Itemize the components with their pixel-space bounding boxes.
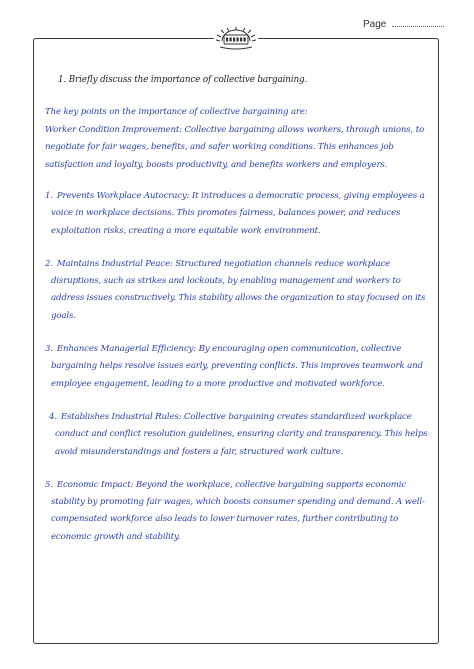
page-label-text: Page: [363, 19, 387, 30]
question-text: Briefly discuss the importance of collective bargaining.: [68, 75, 308, 85]
page-number-label: [363, 19, 444, 30]
key-point-item: [45, 188, 430, 240]
key-point-number: 3.: [45, 344, 53, 355]
page-number-blank: [392, 26, 444, 27]
brand-emblem-icon: [214, 27, 258, 51]
key-point-number: 5.: [45, 479, 53, 490]
key-points-list: [45, 188, 430, 546]
key-point-item: [45, 341, 430, 393]
key-point-number: 2.: [45, 258, 53, 269]
key-point-text: Enhances Managerial Efficiency: By encouraging open communication, collective bargaining helps resolve issues early, preventing conflicts. This improves teamwork and employee engagement, leading to a more productive and motivated workforce.: [51, 344, 423, 389]
key-point-item: [45, 256, 430, 325]
key-point-item: [45, 477, 430, 546]
key-point-text: Maintains Industrial Peace: Structured negotiation channels reduce workplace disruptions, such as strikes and lockouts, by enabling management and workers to address issues constructively. This stability allows the organization to stay focused on its goals.: [51, 258, 426, 321]
key-point-text: Economic Impact: Beyond the workplace, collective bargaining supports economic stability by promoting fair wages, which boosts consumer spending and demand. A well-compensated workforce also leads to lower turnover rates, further contributing to economic growth and stability.: [51, 479, 425, 542]
answer-intro: [45, 104, 430, 174]
key-point-number: 1.: [45, 191, 53, 201]
key-point-item: [49, 409, 430, 461]
question-heading: [58, 72, 430, 88]
intro-lead: The key points on the importance of collective bargaining are:: [45, 107, 308, 117]
key-point-text: Establishes Industrial Rules: Collective bargaining creates standardized workplace conduct and conflict resolution guidelines, ensuring clarity and transparency. This helps avoid misunderstandings and fosters a fair, structured work culture.: [55, 411, 428, 457]
answer-content: [45, 72, 430, 562]
notebook-brand-logo: [214, 27, 258, 51]
intro-body: Worker Condition Improvement: Collective bargaining allows workers, through unions, to negotiate for fair wages, benefits, and safer working conditions. This enhances job satisfaction and loyalty, boosts productivity, and benefits workers and employers.: [45, 124, 425, 170]
question-number: 1.: [58, 75, 67, 85]
key-point-number: 4.: [49, 411, 57, 422]
key-point-text: Prevents Workplace Autocracy: It introduces a democratic process, giving employees a voice in workplace decisions. This promotes fairness, balances power, and reduces exploitation risks, creating a more equitable work environment.: [51, 191, 425, 236]
